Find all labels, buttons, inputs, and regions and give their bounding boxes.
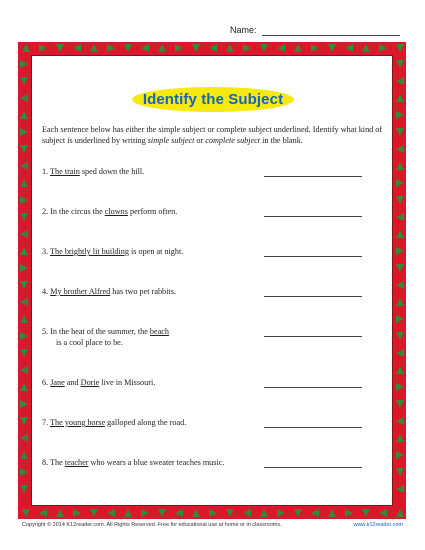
border-triangle [22,44,30,52]
border-triangle [396,281,404,289]
border-triangle [20,230,28,238]
border-triangle [260,509,268,517]
border-triangle [396,349,404,357]
instructions-end: in the blank. [260,135,303,145]
border-triangle [20,213,28,221]
instructions-mid: or [194,135,206,145]
border-triangle [20,179,28,187]
border-triangle [20,451,28,459]
answer-blank-5[interactable] [264,336,362,337]
question-7 [42,417,262,428]
question-number: 4. [42,287,49,296]
border-triangle [396,468,404,476]
border-triangle [20,196,28,204]
border-triangle [107,44,115,52]
question-4 [42,286,262,297]
border-triangle [20,77,28,85]
border-triangle [226,44,234,52]
border-triangle [73,509,81,517]
underlined-subject: teacher [64,458,89,467]
question-number: 7. [42,418,49,427]
question-continuation: is a cool place to be. [56,338,123,347]
question-8 [42,457,272,468]
border-triangle [396,94,404,102]
underlined-subject-2: Dorie [80,378,100,387]
border-triangle [379,44,387,52]
underlined-subject: clowns [104,207,128,216]
border-triangle [20,298,28,306]
border-triangle [345,44,353,52]
question-after: who wears a blue sweater teaches music. [88,458,225,467]
border-triangle [20,94,28,102]
decorative-border [18,42,406,519]
instructions-part1: Each sentence below has either the simple subject or complete subject underlined. Identify what kind of subject is underlined by writing [42,125,383,145]
border-triangle [209,44,217,52]
border-triangle [396,434,404,442]
question-after: galloped along the road. [105,418,187,427]
border-triangle [396,298,404,306]
instructions [42,125,384,146]
border-triangle [396,383,404,391]
border-triangle [39,509,47,517]
border-triangle [20,145,28,153]
question-after: has two pet rabbits. [110,287,176,296]
underlined-subject: The brightly lit building [50,247,129,256]
border-triangle [396,315,404,323]
question-number: 8. [42,458,49,467]
underlined-subject: Jane [50,378,65,387]
question-after: sped down the hill. [79,167,145,176]
question-number: 6. [42,378,49,387]
border-triangle [328,509,336,517]
border-triangle [158,44,166,52]
name-field[interactable] [230,25,400,39]
name-line[interactable] [262,35,400,36]
border-triangle [124,509,132,517]
border-triangle [20,264,28,272]
question-before: The [50,458,65,467]
border-triangle [20,400,28,408]
border-triangle [20,434,28,442]
border-triangle [396,60,404,68]
border-triangle [396,332,404,340]
border-triangle [56,44,64,52]
border-triangle [277,509,285,517]
border-triangle [396,128,404,136]
border-triangle [192,509,200,517]
border-triangle [226,509,234,517]
border-triangle [311,44,319,52]
border-triangle [158,509,166,517]
answer-blank-6[interactable] [264,387,362,388]
border-triangle [396,247,404,255]
border-triangle [141,509,149,517]
question-number: 5. [42,327,49,336]
border-triangle [20,111,28,119]
border-triangle [311,509,319,517]
border-triangle [56,509,64,517]
question-6 [42,377,262,388]
question-1 [42,166,262,177]
copyright-notice: Copyright © 2014 K12reader.com. All Rights Reserved. Free for educational use at home or in classrooms. [22,522,282,528]
border-triangle [396,213,404,221]
border-triangle [20,162,28,170]
answer-blank-1[interactable] [264,176,362,177]
border-triangle [396,196,404,204]
page-title: Identify the Subject [142,91,284,108]
border-triangle [73,44,81,52]
question-2 [42,206,262,217]
border-triangle [20,60,28,68]
answer-blank-3[interactable] [264,256,362,257]
term-complete-subject: complete subject [205,135,261,145]
border-triangle [396,179,404,187]
border-triangle [243,509,251,517]
border-triangle [396,509,404,517]
border-triangle [90,44,98,52]
border-triangle [396,366,404,374]
underlined-subject: My brother Alfred [50,287,111,296]
border-triangle [396,417,404,425]
worksheet-body [31,55,393,506]
question-number: 1. [42,167,49,176]
border-triangle [396,264,404,272]
border-triangle [396,230,404,238]
border-triangle [396,77,404,85]
border-triangle [20,349,28,357]
border-triangle [20,417,28,425]
border-triangle [124,44,132,52]
answer-blank-2[interactable] [264,216,362,217]
question-number: 3. [42,247,49,256]
question-before: In the heat of the summer, the [50,327,150,336]
border-triangle [175,509,183,517]
question-after: perform often. [127,207,178,216]
question-5 [42,326,262,348]
name-label: Name: [230,25,257,35]
border-triangle [345,509,353,517]
border-triangle [277,44,285,52]
border-triangle [22,509,30,517]
border-triangle [20,332,28,340]
border-triangle [362,509,370,517]
border-triangle [294,509,302,517]
border-triangle [396,400,404,408]
border-triangle [20,281,28,289]
border-triangle [20,366,28,374]
border-triangle [396,145,404,153]
border-triangle [20,128,28,136]
border-triangle [20,485,28,493]
border-triangle [396,162,404,170]
question-after-2: live in Missouri. [99,378,156,387]
underlined-subject: The train [50,167,80,176]
border-triangle [328,44,336,52]
border-triangle [39,44,47,52]
term-simple-subject: simple subject [147,135,195,145]
question-number: 2. [42,207,49,216]
answer-blank-7[interactable] [264,427,362,428]
question-before: In the circus the [50,207,105,216]
border-triangle [175,44,183,52]
border-triangle [20,315,28,323]
border-triangle [396,451,404,459]
website-link[interactable]: www.k12reader.com [353,522,403,528]
question-3 [42,246,262,257]
border-triangle [20,383,28,391]
border-triangle [209,509,217,517]
border-triangle [294,44,302,52]
border-triangle [243,44,251,52]
answer-blank-8[interactable] [264,467,362,468]
border-triangle [20,468,28,476]
question-after: and [64,378,81,387]
border-triangle [20,247,28,255]
underlined-subject: beach [149,327,169,336]
border-triangle [379,509,387,517]
border-triangle [107,509,115,517]
border-triangle [260,44,268,52]
border-triangle [141,44,149,52]
title-banner [132,87,294,112]
border-triangle [396,44,404,52]
border-triangle [362,44,370,52]
border-triangle [396,485,404,493]
answer-blank-4[interactable] [264,296,362,297]
border-triangle [192,44,200,52]
border-triangle [396,111,404,119]
question-after: is open at night. [128,247,184,256]
border-triangle [90,509,98,517]
underlined-subject: The young horse [50,418,106,427]
